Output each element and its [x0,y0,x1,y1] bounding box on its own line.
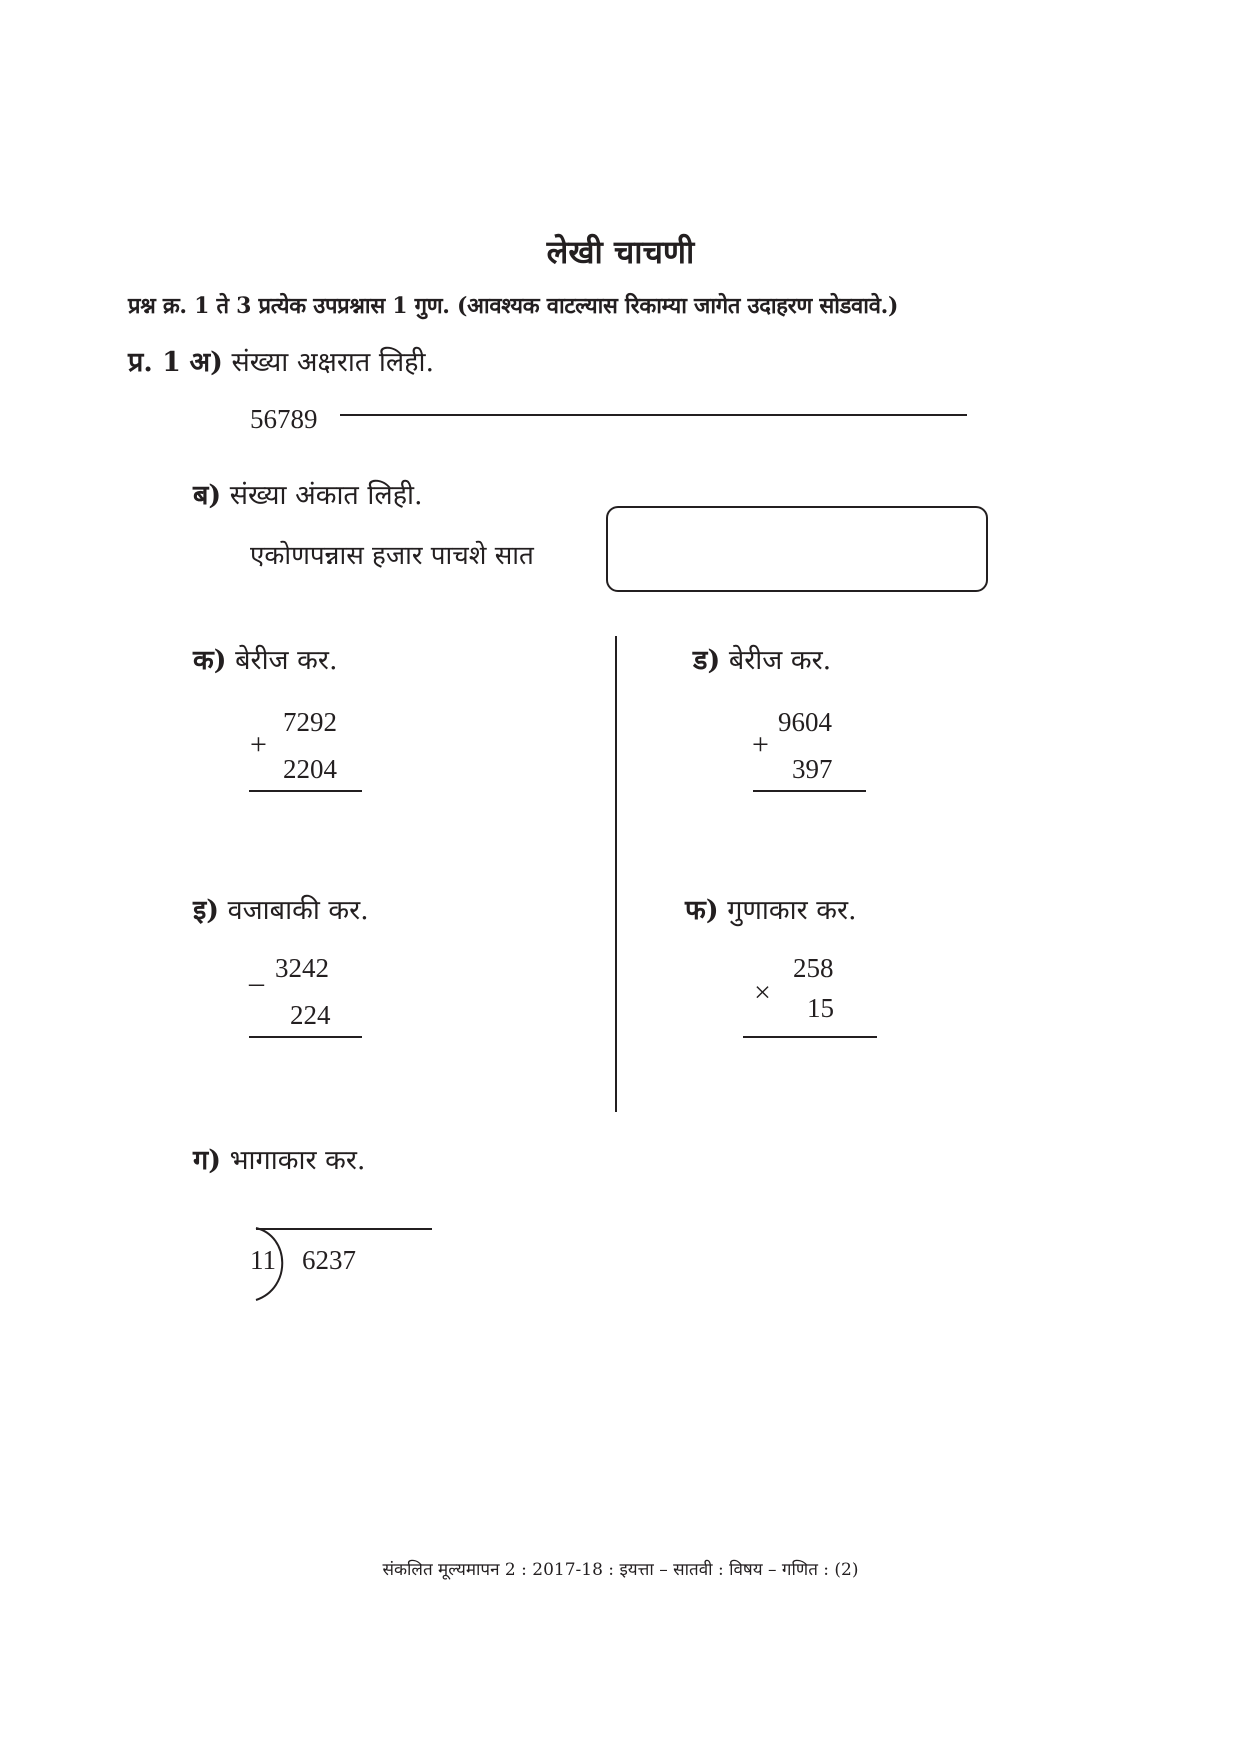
subquestion-marker-g: ग) [193,1145,221,1176]
addend-top-d: 9604 [778,707,832,737]
question-1i-heading [193,890,369,927]
subquestion-prompt-k: बेरीज कर. [235,645,338,676]
subquestion-prompt-i: वजाबाकी कर. [227,895,369,926]
subquestion-marker-k: क) [193,645,227,676]
question-1d-heading [693,640,831,677]
subquestion-marker-d: ड) [693,645,721,676]
minuend-i: 3242 [275,953,329,983]
plus-sign-d: + [752,728,769,761]
number-in-words: एकोणपन्नास हजार पाचशे सात [250,541,534,571]
difference-line-i [249,1036,362,1038]
addend-bottom-d: 397 [792,754,833,784]
subquestion-prompt-g: भागाकार कर. [229,1145,366,1176]
subquestion-marker-a: अ) [189,347,223,378]
subquestion-prompt-a: संख्या अक्षरात लिही. [231,347,435,378]
dividend-g: 6237 [302,1245,356,1275]
question-1a-heading [128,342,434,379]
division-bracket-icon [250,1226,295,1302]
sum-line-d [753,790,866,792]
multiplicand-f: 258 [793,953,834,983]
answer-box-b[interactable] [606,506,988,592]
subquestion-prompt-b: संख्या अंकात लिही. [229,480,423,511]
minus-sign-i: – [249,966,264,999]
page-footer: संकलित मूल्यमापन 2 : 2017-18 : इयत्ता – सातवी : विषय – गणित : (2) [382,1560,859,1580]
product-line-f [743,1036,877,1038]
multiplier-f: 15 [807,993,834,1023]
subquestion-prompt-d: बेरीज कर. [728,645,832,676]
question-1k-heading [193,640,338,677]
division-overline [256,1228,432,1230]
answer-line-a[interactable] [340,414,967,416]
question-1g-heading [193,1140,365,1177]
sum-line-k [249,790,362,792]
question-1f-heading [685,890,857,927]
question-1b-heading [193,475,423,512]
plus-sign-k: + [250,728,267,761]
page-title: लेखी चाचणी [546,233,695,271]
subtrahend-i: 224 [290,1000,331,1030]
times-sign-f: × [754,976,771,1009]
column-divider [615,636,617,1112]
subquestion-prompt-f: गुणाकार कर. [727,895,857,926]
addend-top-k: 7292 [283,707,337,737]
instructions: प्रश्न क्र. 1 ते 3 प्रत्येक उपप्रश्नास 1 गुण. (आवश्यक वाटल्यास रिकाम्या जागेत उदाहरण सोडवावे.) [128,293,899,319]
question-label: प्र. 1 [128,347,181,378]
number-56789: 56789 [250,404,318,434]
subquestion-marker-b: ब) [193,480,222,511]
addend-bottom-k: 2204 [283,754,337,784]
subquestion-marker-f: फ) [685,895,719,926]
subquestion-marker-i: इ) [193,895,220,926]
divisor-g: 11 [250,1245,276,1275]
